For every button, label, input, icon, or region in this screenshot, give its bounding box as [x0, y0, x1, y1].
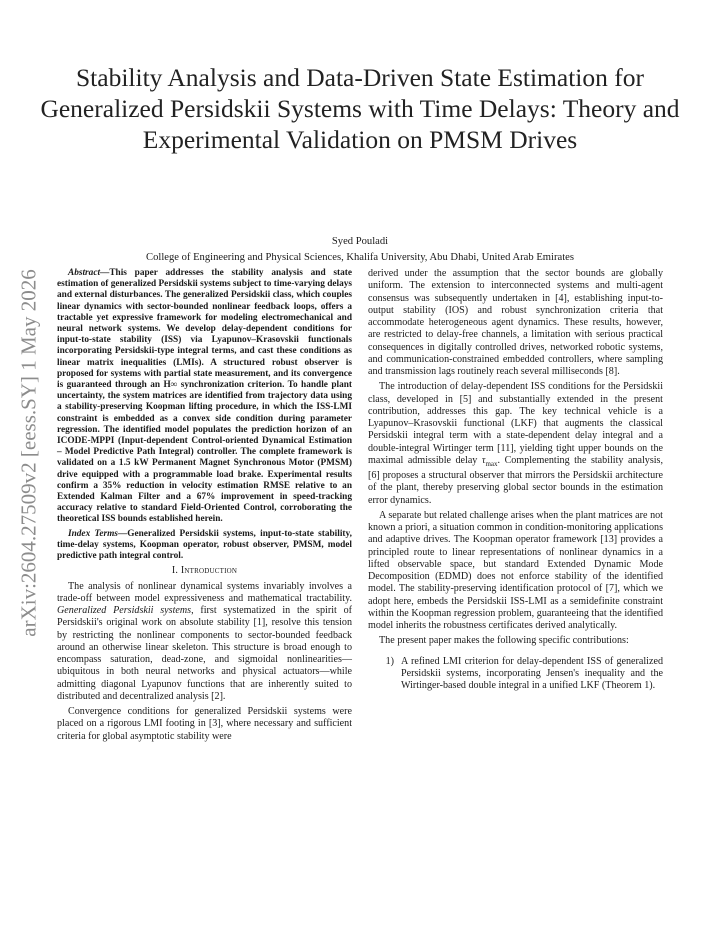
left-column [57, 268, 352, 746]
intro-paragraph-4: A separate but related challenge arises when the plant matrices are not known a priori, a situation common in condition-monitoring applications and adaptive drives. The Koopman operator framework [13] provides a principled route to linear representations of nonlinear dynamics in a lifted observable space, but standard Extended Dynamic Mode Decomposition (EDMD) does not enforce stability of the identified model. The stability-preserving identification protocol of [7], which we adopt here, embeds the Persidskii ISS-LMI as a semidefinite constraint within the Koopman regression problem, guaranteeing that the identified model inherits the robustness certificates derived analytically. [368, 509, 663, 632]
section-title: Introduction [180, 565, 238, 577]
index-terms-text: —Generalized Persidskii systems, input-to-state stability, time-delay systems, Koopman operator, robust observer, PMSM, model predictive path integral control. [57, 528, 352, 562]
intro-paragraph-3 [368, 381, 663, 507]
intro-p3-text-b: . Complementing the stability analysis, [6] proposes a structural observer that mirrors the Persidskii architecture of the plant, thereby preserving global sector bounds in the estimation error dynamics. [368, 454, 664, 506]
intro-p3-text-a: The introduction of delay-dependent ISS conditions for the Persidskii class, developed in [5] and substantially extended in the present contribution, addresses this gap. The key technical vehicle is a Lyapunov–Krasovskii functional (LKF) that augments the classical Persidskii integral term with a state-dependent delay integral and a double-integral Wirtinger term [11], yielding tight upper bounds on the maximal admissible delay [368, 381, 663, 466]
intro-paragraph-2: Convergence conditions for generalized Persidskii systems were placed on a rigorous LMI footing in [3], where necessary and sufficient criteria for global asymptotic stability were [57, 706, 352, 742]
abstract-label: Abstract [68, 268, 101, 278]
intro-p1-text-a: The analysis of nonlinear dynamical systems invariably involves a trade-off between model expressiveness and mathematical tractability. [57, 580, 352, 604]
paper-title: Stability Analysis and Data-Driven State Estimation for Generalized Persidskii Systems with Time Delays: Theory and Experimental Validation on PMSM Drives [40, 63, 680, 154]
author-affiliation: College of Engineering and Physical Sciences, Khalifa University, Abu Dhabi, United Arab Emirates [146, 252, 574, 263]
abstract [57, 268, 352, 526]
arxiv-stamp [10, 255, 48, 650]
author-name: Syed Pouladi [331, 236, 389, 247]
arxiv-stamp-text: arXiv:2604.27509v2 [eess.SY] 1 May 2026 [16, 268, 41, 637]
contribution-list [368, 656, 663, 693]
intro-p1-text-b: , first systematized in the spirit of Persidskii's original work on absolute stability [1], resolve this tension by restricting the nonlinear components to sector-bounded feedback around an otherwise linear skeleton. This structure is broad enough to encompass saturation, dead-zone, and sigmoidal nonlinearities—ubiquitous in both neural networks and physical actuators—while admitting diagonal Lyapunov functions that are inherently suited to distributed and decentralized analysis [2]. [57, 605, 352, 702]
right-column [368, 268, 663, 692]
intro-paragraph-5: The present paper makes the following specific contributions: [379, 635, 629, 647]
intro-paragraph-1 [57, 581, 352, 704]
index-terms-label: Index Terms [68, 528, 118, 539]
intro-paragraph-2-continued: derived under the assumption that the sector bounds are globally uniform. The extension to interconnected systems and multi-agent consensus was subsequently undertaken in [4], establishing input-to-output stability (IOS) and robust synchronization criteria that accommodate heterogeneous agent dynamics. These results, however, are restricted to delay-free channels, a limitation with serious practical consequences in digitally controlled drives, networked robotic systems, and communication-constrained embedded controllers, where sampling and transmission lags routinely reach several milliseconds [8]. [368, 268, 663, 377]
list-item-number: 1) [385, 655, 394, 667]
section-heading-introduction [57, 565, 352, 577]
list-item-text: A refined LMI criterion for delay-dependent ISS of generalized Persidskii systems, incorporating Jensen's inequality and the Wirtinger-based double integral in a unified LKF (Theorem 1). [401, 655, 663, 692]
index-terms [57, 529, 352, 563]
list-item [368, 656, 663, 693]
tau-symbol: τ [481, 454, 486, 466]
section-numeral: I. [171, 565, 179, 577]
intro-p1-emphasis: Generalized Persidskii systems [57, 605, 192, 617]
abstract-text: —This paper addresses the stability analysis and state estimation of generalized Persidskii systems subject to time-varying delays and external disturbances. The generalized Persidskii class, which couples linear dynamics with sector-bounded nonlinear feedback loops, offers a tractable yet expressive framework for modeling electromechanical and neural network systems. We develop delay-dependent conditions for input-to-state stability (ISS) via Lyapunov–Krasovskii functionals incorporating Persidskii-type integral terms, and cast these conditions as linear matrix inequalities (LMIs). A structured robust observer is proposed for systems with partial state measurement, and its convergence is guaranteed through an H∞ synchronization criterion. To handle plant uncertainty, the system matrices are identified from trajectory data using a stability-preserving Koopman lifting procedure, in which the ISS-LMI constraint is embedded as a convex side condition during parameter regression. The identified model populates the prediction horizon of an ICODE-MPPI (Input-dependent Control-oriented Dynamical Estimation – Model Predictive Path Integral) controller. The complete framework is validated on a 1.5 kW Permanent Magnet Synchronous Motor (PMSM) drive equipped with a programmable load brake. Experimental results confirm a 35% reduction in velocity estimation RMSE relative to an Extended Kalman Filter and a 67% improvement in speed-tracking accuracy relative to standard Field-Oriented Control, corroborating the theoretical ISS bounds established herein. [57, 268, 352, 525]
tau-subscript: max [485, 459, 498, 468]
